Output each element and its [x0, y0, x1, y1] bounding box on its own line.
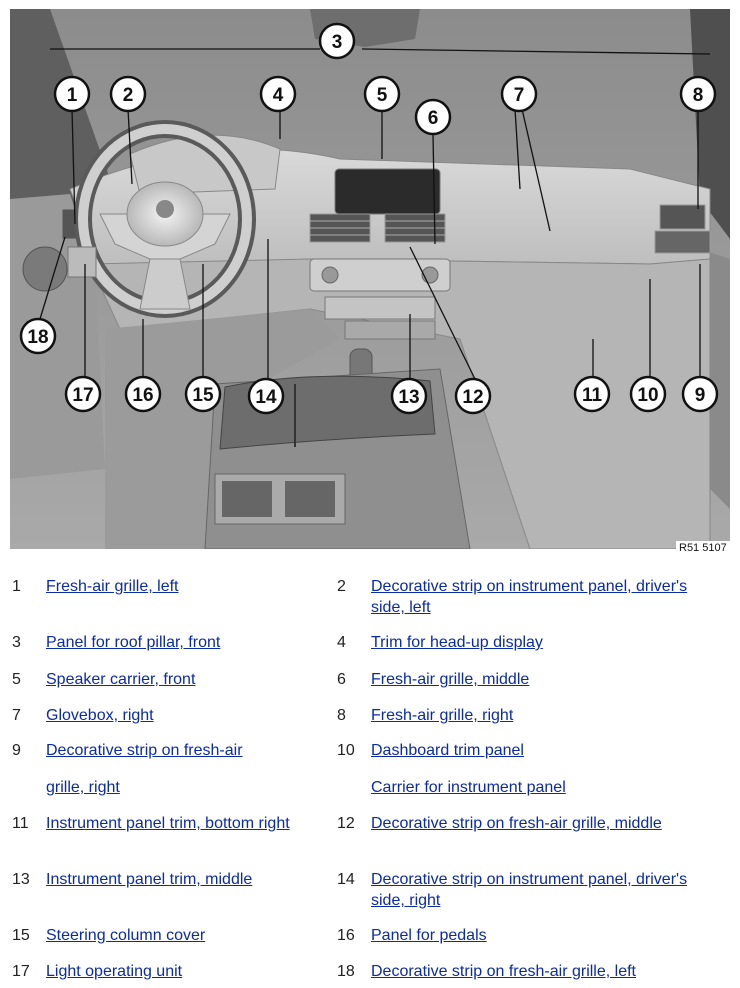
legend-link[interactable]: Dashboard trim panel	[371, 742, 524, 759]
legend-number: 13	[12, 871, 30, 888]
callout-18	[21, 319, 55, 353]
callout-8	[681, 77, 715, 111]
callout-number: 4	[272, 85, 284, 106]
callout-number: 1	[66, 85, 78, 106]
legend-number: 14	[337, 871, 355, 888]
legend-number: 4	[337, 634, 346, 651]
callout-number: 10	[637, 385, 659, 406]
legend-number: 12	[337, 815, 355, 832]
callout-13	[392, 379, 426, 413]
radio-panel	[325, 297, 435, 319]
callout-number: 12	[462, 387, 484, 408]
legend-link[interactable]: Decorative strip on instrument panel, driver's side, left	[371, 578, 688, 616]
legend-link[interactable]: Steering column cover	[46, 927, 206, 944]
callout-10	[631, 377, 665, 411]
callout-5	[365, 77, 399, 111]
callout-number: 17	[72, 385, 94, 406]
vent-right	[655, 205, 710, 253]
callout-7	[502, 77, 536, 111]
vent-middle-left	[310, 214, 370, 242]
callout-number: 8	[692, 85, 704, 106]
central-display	[335, 169, 440, 214]
callout-9	[683, 377, 717, 411]
callout-number: 13	[398, 387, 420, 408]
callout-number: 2	[122, 85, 134, 106]
callout-6	[416, 100, 450, 134]
legend-number: 16	[337, 927, 355, 944]
legend-number: 18	[337, 963, 355, 980]
figure-reference: R51 5107	[676, 541, 730, 555]
callout-14	[249, 379, 283, 413]
callout-3	[320, 24, 354, 58]
legend-link[interactable]: Instrument panel trim, bottom right	[46, 815, 290, 832]
legend-link[interactable]: Panel for pedals	[371, 927, 487, 944]
callout-number: 7	[513, 85, 525, 106]
vent-middle-right	[385, 214, 445, 242]
light-switch	[68, 247, 96, 277]
callout-number: 18	[27, 327, 49, 348]
dashboard-illustration	[10, 9, 730, 554]
legend-number: 8	[337, 707, 346, 724]
legend-link[interactable]: Instrument panel trim, middle	[46, 871, 253, 888]
legend-number: 2	[337, 578, 346, 595]
callout-15	[186, 377, 220, 411]
legend-number: 15	[12, 927, 30, 944]
legend-number: 1	[12, 578, 21, 595]
legend-link[interactable]: Speaker carrier, front	[46, 671, 196, 688]
callout-11	[575, 377, 609, 411]
legend-number: 6	[337, 671, 346, 688]
legend-link[interactable]: Fresh-air grille, middle	[371, 671, 530, 688]
legend-number: 11	[12, 815, 29, 832]
legend-link[interactable]: Fresh-air grille, right	[371, 707, 514, 724]
callout-number: 14	[255, 387, 277, 408]
legend-link[interactable]: Light operating unit	[46, 963, 183, 980]
legend-link[interactable]: Decorative strip on fresh-air grille, middle	[371, 815, 662, 832]
legend-number: 5	[12, 671, 21, 688]
legend-number: 17	[12, 963, 30, 980]
callout-2	[111, 77, 145, 111]
legend-link[interactable]: Decorative strip on instrument panel, driver's side, right	[371, 871, 688, 909]
callout-number: 6	[427, 108, 439, 129]
legend-number: 10	[337, 742, 355, 759]
legend-link[interactable]: Decorative strip on fresh-air	[46, 742, 243, 759]
callout-number: 16	[132, 385, 154, 406]
legend-link[interactable]: Trim for head-up display	[371, 634, 543, 651]
callout-number: 15	[192, 385, 214, 406]
legend-link[interactable]: Panel for roof pillar, front	[46, 634, 221, 651]
legend-number: 7	[12, 707, 21, 724]
callout-number: 5	[376, 85, 388, 106]
legend-link[interactable]: Decorative strip on fresh-air grille, left	[371, 963, 636, 980]
legend-number: 3	[12, 634, 21, 651]
callout-number: 3	[331, 32, 343, 53]
callout-17	[66, 377, 100, 411]
legend-number: 9	[12, 742, 21, 759]
callout-16	[126, 377, 160, 411]
callout-1	[55, 77, 89, 111]
legend-link[interactable]: Fresh-air grille, left	[46, 578, 179, 595]
legend-link[interactable]: Glovebox, right	[46, 707, 154, 724]
callout-number: 9	[694, 385, 706, 406]
callout-12	[456, 379, 490, 413]
legend-link[interactable]: grille, right	[46, 779, 120, 796]
callout-number: 11	[581, 385, 603, 406]
callout-4	[261, 77, 295, 111]
legend-link[interactable]: Carrier for instrument panel	[371, 779, 566, 796]
